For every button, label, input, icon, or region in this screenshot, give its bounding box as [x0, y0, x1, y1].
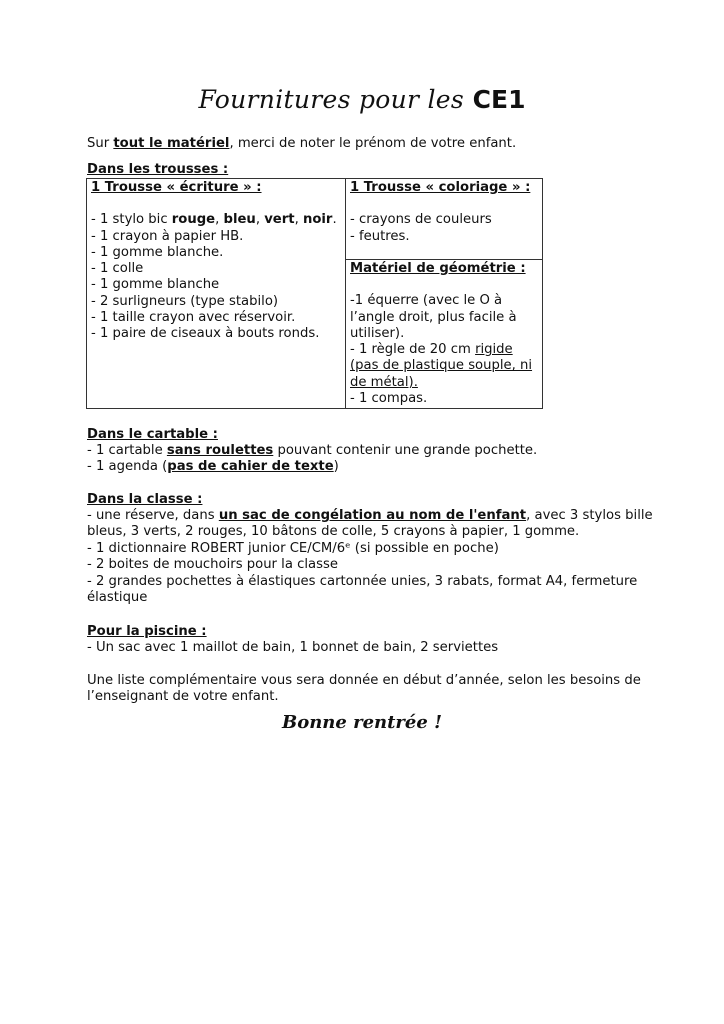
materiel-geometrie-cell — [346, 260, 543, 409]
materiel-geometrie-heading: Matériel de géométrie : — [350, 261, 526, 276]
trousse-coloriage-heading: 1 Trousse « coloriage » : — [350, 180, 531, 195]
list-item: - 2 grandes pochettes à élastiques cartonnée unies, 3 rabats, format A4, fermeture — [87, 574, 638, 589]
list-item: - 1 crayon à papier HB. — [91, 228, 244, 244]
list-item: - crayons de couleurs — [350, 212, 492, 228]
list-item: - feutres. — [350, 228, 410, 244]
list-item: - 2 surligneurs (type stabilo) — [91, 293, 279, 309]
list-item: - 2 boites de mouchoirs pour la classe — [87, 557, 338, 572]
list-item-continued: élastique — [87, 590, 148, 605]
complement-paragraph: Une liste complémentaire vous sera donnée en début d’année, selon les besoins de — [87, 673, 641, 688]
intro-prefix: Sur — [87, 136, 114, 151]
list-item: - 1 gomme blanche — [91, 277, 220, 293]
list-item: - 1 taille crayon avec réservoir. — [91, 310, 296, 326]
list-item: - 1 stylo bic rouge, bleu, vert, noir. — [91, 212, 337, 228]
trousses-heading: Dans les trousses : — [87, 162, 229, 177]
list-item: - 1 colle — [91, 261, 144, 277]
list-item: - 1 dictionnaire ROBERT junior CE/CM/6ᵉ (si possible en poche) — [87, 541, 499, 556]
closing-message: Bonne rentrée ! — [281, 712, 442, 733]
list-item: - Un sac avec 1 maillot de bain, 1 bonnet de bain, 2 serviettes — [87, 640, 499, 655]
page-title — [0, 84, 724, 115]
complement-paragraph-continued: l’enseignant de votre enfant. — [87, 689, 279, 704]
list-item-continued: bleus, 3 verts, 2 rouges, 10 bâtons de colle, 5 crayons à papier, 1 gomme. — [87, 524, 580, 539]
list-item: - 1 gomme blanche. — [91, 244, 224, 260]
classe-heading: Dans la classe : — [87, 492, 203, 507]
intro-suffix: , merci de noter le prénom de votre enfant. — [229, 136, 517, 151]
trousses-table — [86, 178, 543, 409]
list-item: -1 équerre (avec le O à l’angle droit, plus facile à utiliser). — [350, 293, 517, 341]
list-item: - 1 compas. — [350, 391, 428, 407]
title-script-text: Fournitures pour les — [198, 85, 465, 114]
intro-paragraph — [87, 136, 516, 152]
list-item: - 1 règle de 20 cm rigide (pas de plastique souple, ni de métal). — [350, 342, 533, 390]
list-item: - une réserve, dans un sac de congélation au nom de l'enfant, avec 3 stylos bille — [87, 508, 653, 523]
piscine-heading: Pour la piscine : — [87, 624, 207, 639]
list-item: - 1 agenda (pas de cahier de texte) — [87, 459, 339, 474]
cartable-heading: Dans le cartable : — [87, 427, 218, 442]
trousse-coloriage-cell — [346, 179, 543, 260]
trousse-ecriture-heading: 1 Trousse « écriture » : — [91, 180, 262, 195]
list-item: - 1 paire de ciseaux à bouts ronds. — [91, 326, 320, 342]
list-item: - 1 cartable sans roulettes pouvant contenir une grande pochette. — [87, 443, 538, 458]
title-class-name: CE1 — [472, 85, 526, 114]
trousse-ecriture-cell — [87, 179, 346, 409]
intro-emphasis: tout le matériel — [113, 136, 230, 151]
